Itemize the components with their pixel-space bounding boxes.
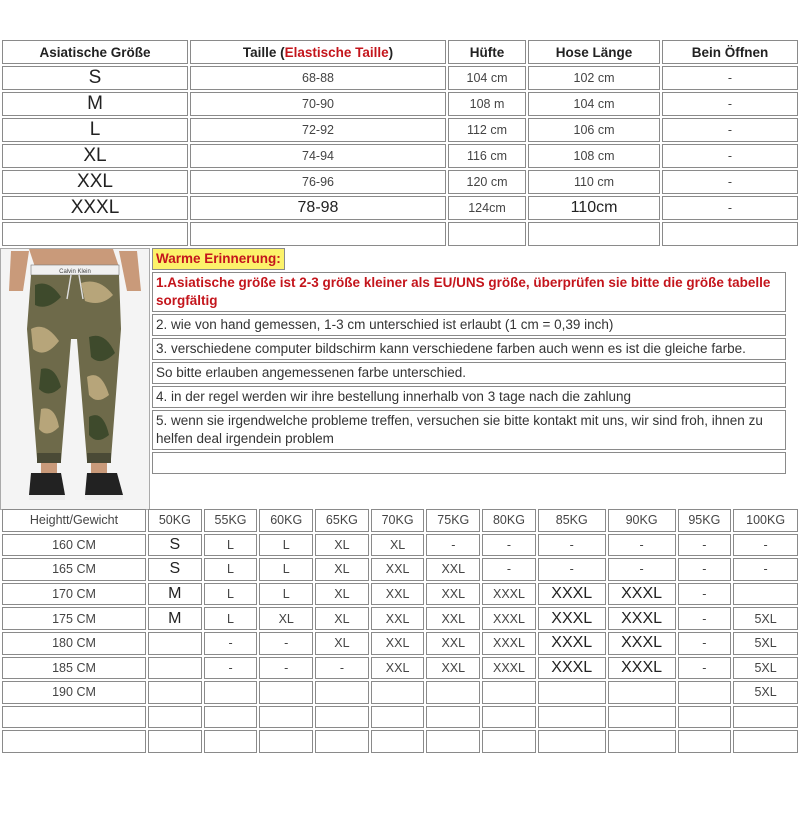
size-recommendation-cell: XXXL [538,583,606,606]
height-cell: 180 CM [2,632,146,655]
waist-cell: 76-96 [190,170,446,194]
hip-cell: 124cm [448,196,526,220]
leg-cell: - [662,196,798,220]
leg-cell: - [662,92,798,116]
size-cell: XL [2,144,188,168]
weight-header: 60KG [259,509,313,532]
weight-header: 95KG [678,509,732,532]
size-recommendation-cell: XL [315,558,369,581]
hip-cell: 116 cm [448,144,526,168]
size-recommendation-cell: XL [259,607,313,630]
note-item: 1.Asiatische größe ist 2-3 größe kleiner als EU/UNS größe, überprüfen sie bitte die größe tabelle sorgfältig [152,272,786,312]
note-item: 2. wie von hand gemessen, 1-3 cm unterschied ist erlaubt (1 cm = 0,39 inch) [152,314,786,336]
chart-row [2,730,798,753]
size-recommendation-cell: 5XL [733,681,798,704]
product-photo [0,248,150,510]
length-cell: 108 cm [528,144,660,168]
size-cell: XXL [2,170,188,194]
size-recommendation-cell [608,681,676,704]
size-recommendation-cell [204,706,258,729]
size-recommendation-cell: XXXL [482,607,536,630]
size-cell: XXXL [2,196,188,220]
chart-corner: Heightt/Gewicht [2,509,146,532]
size-recommendation-cell [678,706,732,729]
hip-cell: 112 cm [448,118,526,142]
size-recommendation-cell [608,730,676,753]
size-recommendation-cell: XXL [426,583,480,606]
size-recommendation-cell [371,681,425,704]
chart-row [2,632,798,655]
size-recommendation-cell: XL [315,607,369,630]
weight-header: 85KG [538,509,606,532]
size-table-header [2,40,798,64]
hip-cell: 120 cm [448,170,526,194]
size-row [2,196,798,220]
size-recommendation-cell: XXXL [538,632,606,655]
empty-cell [528,222,660,246]
size-recommendation-cell: XL [315,534,369,557]
size-recommendation-cell: - [538,558,606,581]
size-recommendation-cell [482,730,536,753]
header-waist: Taille (Elastische Taille) [190,40,446,64]
chart-row [2,607,798,630]
empty-cell [448,222,526,246]
note-item: 3. verschiedene computer bildschirm kann verschiedene farben auch wenn es ist die gleiche farbe. [152,338,786,360]
size-recommendation-cell [678,730,732,753]
size-recommendation-cell: - [733,558,798,581]
size-recommendation-cell: L [204,558,258,581]
size-recommendation-cell: S [148,534,202,557]
size-recommendation-cell: XXXL [482,632,536,655]
size-recommendation-cell: XXXL [482,657,536,680]
size-recommendation-cell: - [482,558,536,581]
size-recommendation-cell: - [678,607,732,630]
size-recommendation-cell [315,681,369,704]
size-cell: S [2,66,188,90]
waistband-text: Calvin Klein [59,269,91,275]
size-table [0,38,800,248]
size-recommendation-cell: - [204,632,258,655]
size-recommendation-cell: XXL [371,558,425,581]
hip-cell: 104 cm [448,66,526,90]
size-recommendation-cell: XXXL [608,607,676,630]
waist-cell: 78-98 [190,196,446,220]
size-recommendation-cell [259,706,313,729]
leg-cell: - [662,170,798,194]
size-recommendation-cell: XXL [426,657,480,680]
length-cell: 106 cm [528,118,660,142]
empty-cell [662,222,798,246]
size-cell: L [2,118,188,142]
size-recommendation-cell [608,706,676,729]
height-cell: 175 CM [2,607,146,630]
size-recommendation-cell: - [733,534,798,557]
size-recommendation-cell: - [259,657,313,680]
size-recommendation-cell [426,706,480,729]
size-recommendation-cell: XXXL [482,583,536,606]
height-weight-chart [0,507,800,755]
size-recommendation-cell [148,706,202,729]
hip-cell: 108 m [448,92,526,116]
header-size: Asiatische Größe [2,40,188,64]
size-cell: M [2,92,188,116]
size-recommendation-cell: - [678,534,732,557]
size-recommendation-cell: - [204,657,258,680]
size-recommendation-cell: XL [371,534,425,557]
size-recommendation-cell: - [678,583,732,606]
size-recommendation-cell: XXL [426,607,480,630]
header-waist-elastic: Elastische Taille [284,44,389,60]
chart-row [2,534,798,557]
waist-cell: 72-92 [190,118,446,142]
size-recommendation-cell: S [148,558,202,581]
size-row [2,144,798,168]
weight-header: 55KG [204,509,258,532]
weight-header: 75KG [426,509,480,532]
size-recommendation-cell [678,681,732,704]
note-item: So bitte erlauben angemessenen farbe unterschied. [152,362,786,384]
chart-header-row [2,509,798,532]
weight-header: 50KG [148,509,202,532]
size-recommendation-cell: - [259,632,313,655]
weight-header: 100KG [733,509,798,532]
size-row [2,66,798,90]
header-hip: Hüfte [448,40,526,64]
chart-row [2,681,798,704]
size-recommendation-cell [315,706,369,729]
chart-row [2,558,798,581]
chart-row [2,583,798,606]
size-recommendation-cell [538,706,606,729]
size-recommendation-cell: M [148,607,202,630]
size-recommendation-cell [371,706,425,729]
size-recommendation-cell [538,681,606,704]
size-recommendation-cell [259,730,313,753]
header-length: Hose Länge [528,40,660,64]
size-recommendation-cell [733,730,798,753]
size-row [2,92,798,116]
height-cell: 190 CM [2,681,146,704]
size-recommendation-cell [482,681,536,704]
size-recommendation-cell: - [482,534,536,557]
chart-row [2,657,798,680]
length-cell: 104 cm [528,92,660,116]
note-empty [152,452,786,474]
size-recommendation-cell: - [608,534,676,557]
size-recommendation-cell: XL [315,583,369,606]
size-recommendation-cell: L [259,583,313,606]
size-recommendation-cell: L [204,534,258,557]
notes-panel [152,248,786,476]
leg-cell: - [662,66,798,90]
weight-header: 80KG [482,509,536,532]
size-recommendation-cell: XXL [426,558,480,581]
chart-row [2,706,798,729]
size-recommendation-cell: XXL [371,607,425,630]
size-recommendation-cell [148,657,202,680]
size-recommendation-cell [426,730,480,753]
size-recommendation-cell: XL [315,632,369,655]
size-recommendation-cell [426,681,480,704]
size-recommendation-cell: - [678,657,732,680]
size-recommendation-cell [148,681,202,704]
size-recommendation-cell [204,681,258,704]
length-cell: 102 cm [528,66,660,90]
size-row [2,170,798,194]
size-recommendation-cell: - [538,534,606,557]
waist-cell: 68-88 [190,66,446,90]
length-cell: 110cm [528,196,660,220]
size-recommendation-cell [204,730,258,753]
size-recommendation-cell: - [678,558,732,581]
size-recommendation-cell [538,730,606,753]
empty-cell [190,222,446,246]
size-recommendation-cell: XXL [371,657,425,680]
size-row-empty [2,222,798,246]
size-recommendation-cell: L [259,558,313,581]
size-recommendation-cell: XXXL [608,632,676,655]
note-item: 4. in der regel werden wir ihre bestellung innerhalb von 3 tage nach die zahlung [152,386,786,408]
size-recommendation-cell: - [678,632,732,655]
size-recommendation-cell: - [426,534,480,557]
size-recommendation-cell: - [608,558,676,581]
size-recommendation-cell: XXXL [538,657,606,680]
size-recommendation-cell: L [204,607,258,630]
height-cell: 185 CM [2,657,146,680]
size-recommendation-cell [259,681,313,704]
size-recommendation-cell [148,632,202,655]
size-recommendation-cell: XXXL [608,657,676,680]
empty-cell [2,222,188,246]
size-recommendation-cell: L [259,534,313,557]
note-item: 5. wenn sie irgendwelche probleme treffen, versuchen sie bitte kontakt mit uns, wir sind froh, ihnen zu helfen deal irgendein problem [152,410,786,450]
height-cell [2,730,146,753]
size-row [2,118,798,142]
size-recommendation-cell: 5XL [733,607,798,630]
size-recommendation-cell [733,706,798,729]
size-recommendation-cell: 5XL [733,632,798,655]
size-recommendation-cell [371,730,425,753]
size-recommendation-cell [315,730,369,753]
size-recommendation-cell [148,730,202,753]
size-recommendation-cell: XXL [371,632,425,655]
size-recommendation-cell [482,706,536,729]
height-cell [2,706,146,729]
header-leg-opening: Bein Öffnen [662,40,798,64]
waist-cell: 74-94 [190,144,446,168]
weight-header: 65KG [315,509,369,532]
length-cell: 110 cm [528,170,660,194]
size-recommendation-cell: - [315,657,369,680]
size-recommendation-cell [733,583,798,606]
notes-title: Warme Erinnerung: [152,248,285,270]
size-recommendation-cell: 5XL [733,657,798,680]
weight-header: 70KG [371,509,425,532]
size-recommendation-cell: XXXL [538,607,606,630]
size-recommendation-cell: L [204,583,258,606]
size-recommendation-cell: M [148,583,202,606]
size-recommendation-cell: XXXL [608,583,676,606]
waist-cell: 70-90 [190,92,446,116]
height-cell: 170 CM [2,583,146,606]
height-cell: 165 CM [2,558,146,581]
leg-cell: - [662,118,798,142]
weight-header: 90KG [608,509,676,532]
size-recommendation-cell: XXL [371,583,425,606]
camo-pants-illustration [1,249,149,509]
height-cell: 160 CM [2,534,146,557]
size-recommendation-cell: XXL [426,632,480,655]
leg-cell: - [662,144,798,168]
